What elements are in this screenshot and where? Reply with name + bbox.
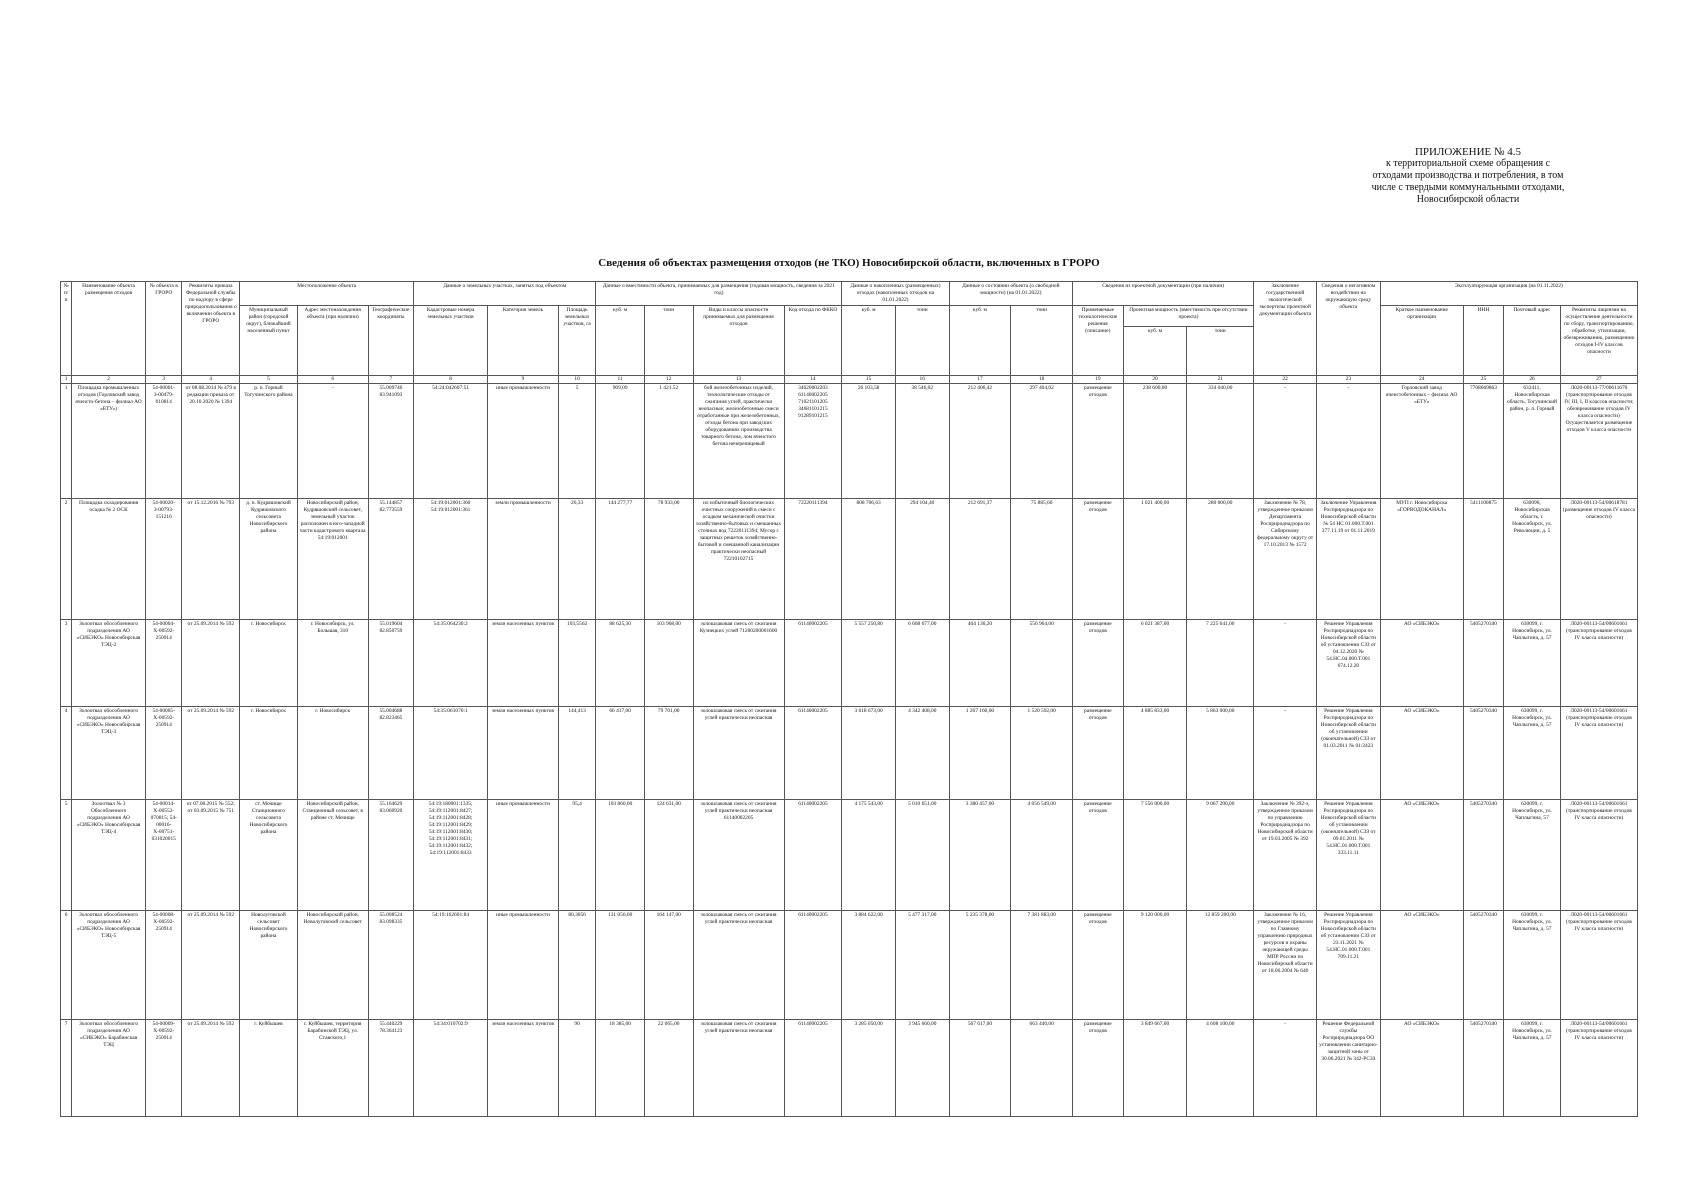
table-cell-col-16: 5 477 317,00 [895,911,949,1020]
table-cell-col-5: г. Новосибирск [240,707,298,800]
table-cell-col-8: 54:35:061070:1 [414,707,488,800]
header-row-sub [61,306,1638,327]
appendix-note [1318,146,1618,206]
table-cell-col-16: 38 546,02 [895,384,949,499]
table-cell-col-15: 26 103,58 [842,384,896,499]
table-cell-col-25: 5405270340 [1463,800,1503,911]
header-cell: ИНН [1463,306,1503,376]
table-cell-col-21: 9 067 200,00 [1187,800,1254,911]
table-cell-col-24: Горловский завод ячеистобетонных – филиал АО «БТУ» [1380,384,1463,499]
table-cell-col-1: 5 [61,800,72,911]
table-cell-col-1: 3 [61,620,72,707]
table-cell-col-21: 280 000,00 [1187,499,1254,620]
table-cell-col-21: 334 040,00 [1187,384,1254,499]
appendix-line: отходами производства и потребления, в том [1372,170,1564,181]
table-cell-col-18: 297 404,02 [1011,384,1073,499]
table-cell-col-24: АО «СИБЭКО» [1380,911,1463,1020]
header-cell: Данные о накопленных (размещенных) отходах (накопленных отходов на 01.01.2022) [842,282,949,306]
table-cell-col-22: - [1254,1020,1317,1117]
table-cell-col-14: 61140002205 [784,1020,842,1117]
column-number-cell: 13 [693,376,784,384]
table-cell-col-2: Площадка промышленных отходов (Горловский завод ячеисто-бетона – филиал АО «БТУ») [72,384,146,499]
table-cell-col-10: 26,33 [558,499,595,620]
header-cell: Проектная мощность (вместимость при отсутствии проекта) [1123,306,1254,327]
table-cell-col-22: Заключение № 392-э, утвержденное приказом по управлению Росприроднадзора по Новосибирской области от 19.03.2005 № 392 [1254,800,1317,911]
table-cell-col-18: 7 381 883,00 [1011,911,1073,1020]
table-cell-col-20: 3 849 667,00 [1123,1020,1187,1117]
table-cell-col-2: Золоотвал обособленного подразделения АО «СИБЭКО» Барабинская ТЭЦ [72,1020,146,1117]
table-cell-col-27: Л020-00113-54/00601661 (транспортирование отходов IV класса опасности) [1560,911,1637,1020]
table-cell-col-9: иные промышленности [488,384,559,499]
table-cell-col-11: 18 385,00 [596,1020,645,1117]
header-cell: Сведения о негативном воздействии на окружающую среду объекта [1316,282,1380,376]
header-cell: № п/п [61,282,72,376]
table-cell-col-14: 61140002205 [784,707,842,800]
table-cell-col-5: д. п. Кудряшовский Кудряшовского сельсовета Новосибирского района [240,499,298,620]
table-cell-col-26: 630096, Новосибирская область, г. Новосибирск, ул. Революции, д. 5 [1504,499,1561,620]
table-row [61,499,1638,620]
column-number-cell: 27 [1560,376,1637,384]
table-cell-col-21: 4 608 100,00 [1187,1020,1254,1117]
column-number-cell: 5 [240,376,298,384]
table-cell-col-6: г. Новосибирск [297,707,368,800]
table-cell-col-12: 124 631,00 [644,800,693,911]
table-cell-col-22: - [1254,384,1317,499]
table-cell-col-1: 2 [61,499,72,620]
table-cell-col-5: г. Куйбышев [240,1020,298,1117]
table-cell-col-12: 79 701,00 [644,707,693,800]
table-cell-col-17: 212 691,37 [949,499,1011,620]
column-number-cell: 12 [644,376,693,384]
table-cell-col-11: 103 860,00 [596,800,645,911]
header-cell: тонн [644,306,693,376]
table-cell-col-26: 630099, г. Новосибирск, ул. Чаплыгина, д. 57 [1504,911,1561,1020]
table-cell-col-6: - [297,384,368,499]
table-cell-col-21: 7 225 641,00 [1187,620,1254,707]
header-cell: Данные о вместимости объекта, принимаемых для размещения (годовая мощность, сведения за 2021 год) [596,282,842,306]
table-cell-col-18: 75 885,60 [1011,499,1073,620]
table-cell-col-21: 5 863 000,00 [1187,707,1254,800]
table-cell-col-9: земли населенных пунктов [488,707,559,800]
table-cell-col-24: АО «СИБЭКО» [1380,800,1463,911]
column-number-cell: 7 [368,376,414,384]
table-cell-col-6: Новосибирский район, Станционный сельсовет, в районе ст. Мочище [297,800,368,911]
table-row [61,911,1638,1020]
table-cell-col-8: 54:19:012001:360 54:19:012001:361 [414,499,488,620]
table-cell-col-17: 464 136,20 [949,620,1011,707]
table-cell-col-13: золошлаковая смесь от сжигания углей практически неопасная [693,707,784,800]
table-cell-col-12: 78 933,00 [644,499,693,620]
table-cell-col-15: 3 618 673,00 [842,707,896,800]
table-row [61,800,1638,911]
table-cell-col-7: 55.008524 83.098335 [368,911,414,1020]
table-cell-col-15: 5 557 250,80 [842,620,896,707]
table-cell-col-27: Л020-00113-54/00601661 (транспортирование отходов IV класса опасности) [1560,800,1637,911]
table-cell-col-14: 61140002205 [784,911,842,1020]
table-cell-col-27: Л020-00113-77/00611670 (транспортирование отходов IV, III, I, II классов опасности; обезвреживание отходов IV класса опасности) Осуществляется размещение отходов V класса опасности [1560,384,1637,499]
table-row [61,620,1638,707]
table-cell-col-11: 144 277,77 [596,499,645,620]
table-cell-col-4: от 25.09.2014 № 592 [182,1020,240,1117]
table-cell-col-3: 54-00020-З-00793-151216 [146,499,182,620]
table-cell-col-22: - [1254,707,1317,800]
table-cell-col-23: Решение Управления Росприроднадзора по Новосибирской области об установлении (окончательной) СЗЗ от 01.03.2011 № 01/2423 [1316,707,1380,800]
column-number-row [61,376,1638,384]
table-cell-col-6: Новосибирский район, Кудряшовский сельсовет, земельный участок расположен в юго-западной части кадастрового квартала 54:19:012001 [297,499,368,620]
table-cell-col-11: 88 625,30 [596,620,645,707]
table-cell-col-2: Золоотвал обособленного подразделения АО «СИБЭКО» Новосибирская ТЭЦ-5 [72,911,146,1020]
table-cell-col-16: 6 668 677,00 [895,620,949,707]
header-cell: куб. м [949,306,1011,376]
table-cell-col-20: 4 885 833,00 [1123,707,1187,800]
header-cell: куб. м [596,306,645,376]
table-cell-col-10: 103,5562 [558,620,595,707]
table-cell-col-1: 1 [61,384,72,499]
column-number-cell: 10 [558,376,595,384]
table-cell-col-14: 61140002205 [784,620,842,707]
column-number-cell: 23 [1316,376,1380,384]
table-cell-col-26: 630099, г. Новосибирск, ул. Чаплыгина, д. 57 [1504,1020,1561,1117]
table-cell-col-13: бой железобетонных изделий, технологические отходы от сжигания углей, практически неопасные; железобетонные смеси отработанные при железобетонных, отходы бетона при заводских оборудованиях производства товарного бетона, лом ячеистого бетона нечерепицевый [693,384,784,499]
header-cell: Сведения из проектной документации (при наличии) [1073,282,1254,306]
table-cell-col-12: 22 065,00 [644,1020,693,1117]
table-cell-col-23: Решение Управления Росприроднадзора по Новосибирской области об установлении СЗЗ от 23.11.2021 № 54.НС.01.000.Т.001 709.11.21 [1316,911,1380,1020]
table-cell-col-17: 5 235 378,00 [949,911,1011,1020]
column-number-cell: 19 [1073,376,1124,384]
table-cell-col-14: 34620002203 61140002205 71021101205 34681101215 91289101215 [784,384,842,499]
table-cell-col-24: АО «СИБЭКО» [1380,620,1463,707]
header-cell: куб. м [842,306,896,376]
table-cell-col-18: 4 056 549,00 [1011,800,1073,911]
table-cell-col-10: 90 [558,1020,595,1117]
table-cell-col-16: 3 945 660,00 [895,1020,949,1117]
table-cell-col-17: 3 380 457,00 [949,800,1011,911]
table-cell-col-3: 54-00005-Х-00592-250914 [146,707,182,800]
header-cell: Реквизиты лицензии на осуществление деятельности по сбору, транспортированию, обработке, утилизации, обезвреживанию, размещению отходов I-IV классов опасности [1560,306,1637,376]
table-cell-col-19: размещение отходов [1073,707,1124,800]
column-number-cell: 4 [182,376,240,384]
table-cell-col-3: 54-00009-Х-00592-250914 [146,1020,182,1117]
table-cell-col-7: 55.019604 82.850759 [368,620,414,707]
table-cell-col-9: иные промышленности [488,911,559,1020]
table-cell-col-9: иные промышленности [488,800,559,911]
table-cell-col-3: 54-00008-Х-00592-250914 [146,911,182,1020]
header-cell: Реквизиты приказа Федеральной службы по надзору в сфере природопользования о включении объекта в ГРОРО [182,282,240,376]
table-cell-col-20: 6 021 387,00 [1123,620,1187,707]
table-cell-col-7: 55.004688 82.823465 [368,707,414,800]
header-cell: Заключение государственной экологической экспертизы проектной документации объекта [1254,282,1317,376]
table-cell-col-19: размещение отходов [1073,800,1124,911]
table-cell-col-25: 5405270340 [1463,911,1503,1020]
table-cell-col-25: 5405270340 [1463,1020,1503,1117]
table-cell-col-13: ил избыточный биологических очистных сооружений в смеси с осадком механической очистки хозяйственно-бытовых и смешанных сточных вод 72220111394; Мусор с защитных решеток хозяйственно-бытовой и смешанной канализации практически неопасный 72210102715 [693,499,784,620]
table-cell-col-6: г. Новосибирск, ул. Большая, 310 [297,620,368,707]
table-cell-col-9: земли промышленности [488,499,559,620]
table-cell-col-12: 103 968,00 [644,620,693,707]
header-cell: Данные о состоянии объекта (о свободной мощности) (на 01.01.2022) [949,282,1072,306]
table-cell-col-2: Золоотвал № 3 Обособленного подразделения АО «СИБЭКО» Новосибирская ТЭЦ-4 [72,800,146,911]
table-cell-col-10: 80,3056 [558,911,595,1020]
table-cell-col-19: размещение отходов [1073,620,1124,707]
header-cell: Адрес местонахождения объекта (при наличии) [297,306,368,376]
header-cell: Почтовый адрес [1504,306,1561,376]
header-cell: Данные о земельных участках, занятых под объектом [414,282,596,306]
column-number-cell: 6 [297,376,368,384]
column-number-cell: 11 [596,376,645,384]
column-number-cell: 24 [1380,376,1463,384]
registry-table [60,281,1638,1117]
header-cell: Местоположение объекта [240,282,414,306]
column-number-cell: 14 [784,376,842,384]
table-cell-col-8: 54:35:064230:2 [414,620,488,707]
table-cell-col-2: Золоотвал обособленного подразделения АО «СИБЭКО» Новосибирская ТЭЦ-2 [72,620,146,707]
column-number-cell: 1 [61,376,72,384]
table-cell-col-15: 4 175 543,00 [842,800,896,911]
appendix-number: ПРИЛОЖЕНИЕ № 4.5 [1414,146,1522,158]
table-cell-col-15: 3 285 050,00 [842,1020,896,1117]
appendix-line: к территориальной схеме обращения с [1385,158,1551,169]
table-cell-col-6: Новосибирский район, Новолуговской сельсовет [297,911,368,1020]
table-cell-col-17: 567 617,00 [949,1020,1011,1117]
header-cell: Площадь земельных участков, га [558,306,595,376]
table-cell-col-26: 630099, г. Новосибирск, ул. Чаплыгина, д. 57 [1504,707,1561,800]
header-cell: тонн [895,306,949,376]
table-cell-col-6: г. Куйбышев, территория Барабинской ТЭЦ, ул. Ставского,1 [297,1020,368,1117]
table-cell-col-14: 72220111394 [784,499,842,620]
document-title: Сведения об объектах размещения отходов (не ТКО) Новосибирской области, включенных в ГРОРО [598,257,1100,269]
table-cell-col-25: 7708669863 [1463,384,1503,499]
table-cell-col-26: 633411, Новосибирская область, Тогучинский район, р. п. Горный [1504,384,1561,499]
table-cell-col-22: - [1254,620,1317,707]
table-cell-col-10: 5 [558,384,595,499]
table-cell-col-23: Решение Федеральной службы Росприроднадзора ОО установлении санитарно-защитной зоны от 30.06.2021 № 342-РСЗЗ [1316,1020,1380,1117]
table-cell-col-3: 54-00001-З-00479-010814 [146,384,182,499]
table-cell-col-20: 9 120 000,00 [1123,911,1187,1020]
table-cell-col-19: размещение отходов [1073,911,1124,1020]
column-number-cell: 16 [895,376,949,384]
table-cell-col-16: 4 342 408,00 [895,707,949,800]
column-number-cell: 17 [949,376,1011,384]
column-number-cell: 22 [1254,376,1317,384]
table-cell-col-11: 909,09 [596,384,645,499]
table-cell-col-13: золошлаковая смесь от сжигания Кузнецких углей 71200200001600 [693,620,784,707]
table-cell-col-21: 12 859 200,00 [1187,911,1254,1020]
table-cell-col-20: 238 600,00 [1123,384,1187,499]
table-cell-col-13: золошлаковая смесь от сжигания углей практически неопасная [693,911,784,1020]
table-cell-col-7: 55.144857 82.773559 [368,499,414,620]
table-cell-col-25: 5405270340 [1463,707,1503,800]
table-cell-col-12: 1 421,52 [644,384,693,499]
column-number-cell: 3 [146,376,182,384]
table-cell-col-12: 164 147,00 [644,911,693,1020]
table-cell-col-27: Л020-00113-54/00601661 (транспортирование отходов IV класса опасности) [1560,1020,1637,1117]
table-cell-col-19: размещение отходов [1073,1020,1124,1117]
column-number-cell: 2 [72,376,146,384]
table-cell-col-1: 7 [61,1020,72,1117]
column-number-cell: 8 [414,376,488,384]
table-cell-col-7: 55.164629 83.060920 [368,800,414,911]
table-cell-col-23: Заключение Управления Росприроднадзора по Новосибирской области № 54 НС 01.000.Т.001 377.11.19 от 01.11.2019 [1316,499,1380,620]
table-cell-col-16: 294 104,40 [895,499,949,620]
table-cell-col-5: р. п. Горный Тогучинского района [240,384,298,499]
column-number-cell: 21 [1187,376,1254,384]
table-cell-col-24: МУП г. Новосибирска «ГОРВОДОКАНАЛ» [1380,499,1463,620]
table-cell-col-10: 144,413 [558,707,595,800]
header-cell: Наименование объекта размещения отходов [72,282,146,376]
table-cell-col-8: 54:24:042607:51 [414,384,488,499]
header-cell: Категория земель [488,306,559,376]
table-cell-col-17: 212 406,42 [949,384,1011,499]
table-row [61,384,1638,499]
table-cell-col-3: 54-00014-Х-00552-070815; 54-00016-Х-00751-031020015 [146,800,182,911]
table-cell-col-4: от 25.09.2014 № 592 [182,707,240,800]
table-cell-col-23: - [1316,384,1380,499]
table-cell-col-8: 54:19:180001:1335; 54:19:112001:8427; 54:19:112001:8428; 54:19:112001:8429; 54:19:112001:8430; 54:19:112001:8431; 54:19:112001:8432; 54:19:112001:8433 [414,800,488,911]
table-cell-col-1: 4 [61,707,72,800]
table-cell-col-11: 131 056,00 [596,911,645,1020]
table-cell-col-22: Заключение № 78, утвержденное приказом Департамента Росприроднадзора по Сибирскому федеральному округу от 17.10.2013 № 1572 [1254,499,1317,620]
table-cell-col-10: 95,4 [558,800,595,911]
header-cell: Код отхода по ФККО [784,306,842,376]
table-cell-col-24: АО «СИБЭКО» [1380,1020,1463,1117]
table-cell-col-19: размещение отходов [1073,499,1124,620]
table-row [61,1020,1638,1117]
header-cell: куб. м [1123,327,1187,376]
table-cell-col-18: 1 520 592,00 [1011,707,1073,800]
table-cell-col-27: Л020-00113-54/00601661 (транспортирование отходов IV класса опасности) [1560,620,1637,707]
column-number-cell: 20 [1123,376,1187,384]
table-cell-col-9: земли населенных пунктов [488,1020,559,1117]
table-cell-col-8: 54:34:010702:9 [414,1020,488,1117]
table-cell-col-20: 7 556 000,00 [1123,800,1187,911]
table-cell-col-15: 3 884 622,00 [842,911,896,1020]
table-cell-col-14: 61140002205 [784,800,842,911]
table-cell-col-15: 808 706,63 [842,499,896,620]
table-cell-col-4: от 08.08.2014 № 479 в редакции приказа от 20.10.2020 № 1394 [182,384,240,499]
table-cell-col-17: 1 267 160,00 [949,707,1011,800]
table-cell-col-27: Л020-00113-54/00601661 (транспортирование отходов IV класса опасности) [1560,707,1637,800]
header-cell: Муниципальный район (городской округ), ближайший населенный пункт [240,306,298,376]
table-cell-col-5: г. Новосибирск [240,620,298,707]
table-cell-col-11: 66 417,00 [596,707,645,800]
table-cell-col-13: золошлаковая смесь от сжигания углей практически неопасная 61140002205 [693,800,784,911]
table-cell-col-4: от 07.08.2015 № 552; от 03.09.2015 № 751 [182,800,240,911]
table-cell-col-4: от 15.12.2016 № 793 [182,499,240,620]
header-cell: Краткое наименование организации [1380,306,1463,376]
column-number-cell: 9 [488,376,559,384]
appendix-line: числе с твердыми коммунальными отходами, [1371,182,1565,193]
table-cell-col-25: 5411100875 [1463,499,1503,620]
table-cell-col-23: Решение Управления Росприроднадзора по Новосибирской области об установлении (окончательной) СЗЗ от 09.01.2011 № 54.НС.01.000.Т.001 333.11.11 [1316,800,1380,911]
table-body [61,384,1638,1117]
header-cell: Географические координаты [368,306,414,376]
table-cell-col-18: 663 440,00 [1011,1020,1073,1117]
table-cell-col-27: Л020-00113-54/00618781 (размещение отходов IV класса опасности) [1560,499,1637,620]
table-cell-col-1: 6 [61,911,72,1020]
column-number-cell: 26 [1504,376,1561,384]
table-cell-col-23: Решение Управления Росприроднадзора по Новосибирской области об установлении СЗЗ от 04.12.2020 № 54.НС.04.000.Т.001 674.12.20 [1316,620,1380,707]
table-cell-col-13: золошлаковая смесь от сжигания углей практически неопасная [693,1020,784,1117]
table-cell-col-22: Заключение № 16, утвержденное приказом по Главному управлению природных ресурсов и охраны окружающей среды МПР России по Новосибирской области от 18.06.2004 № 640 [1254,911,1317,1020]
table-cell-col-16: 5 010 651,00 [895,800,949,911]
table-cell-col-4: от 25.09.2014 № 592 [182,620,240,707]
table-cell-col-24: АО «СИБЭКО» [1380,707,1463,800]
header-row-groups [61,282,1638,306]
column-number-cell: 15 [842,376,896,384]
table-row [61,707,1638,800]
table-cell-col-26: 630099, г. Новосибирск, ул. Чаплыгина, д. 57 [1504,620,1561,707]
table-cell-col-20: 1 021 400,00 [1123,499,1187,620]
table-cell-col-2: Золоотвал обособленного подразделения АО «СИБЭКО» Новосибирская ТЭЦ-3 [72,707,146,800]
table-cell-col-9: земли населенных пунктов [488,620,559,707]
table-cell-col-5: ст. Мочище Станционного сельсовета Новосибирского района [240,800,298,911]
header-cell: Кадастровые номера земельных участков [414,306,488,376]
table-cell-col-25: 5405270340 [1463,620,1503,707]
header-cell: Применяемые технологические решения (описание) [1073,306,1124,376]
table-cell-col-26: 630099, г. Новосибирск, ул. Чаплыгина, 57 [1504,800,1561,911]
header-cell: тонн [1187,327,1254,376]
table-cell-col-19: размещение отходов [1073,384,1124,499]
table-cell-col-5: Новолуговской сельсовет Новосибирского района [240,911,298,1020]
column-number-cell: 25 [1463,376,1503,384]
table-cell-col-18: 556 964,00 [1011,620,1073,707]
appendix-line: Новосибирской области [1416,194,1520,205]
table-cell-col-2: Площадка складирования осадка № 2 ОСК [72,499,146,620]
header-cell: тонн [1011,306,1073,376]
header-cell: Виды и классы опасности принимаемых для размещения отходов [693,306,784,376]
table-cell-col-7: 55.440229 78.364123 [368,1020,414,1117]
table-cell-col-7: 55.009746 83.941093 [368,384,414,499]
header-cell: Эксплуатирующая организация (на 01.11.2022) [1380,282,1637,306]
column-number-cell: 18 [1011,376,1073,384]
header-cell: № объекта в ГРОРО [146,282,182,376]
table-cell-col-4: от 25.09.2014 № 592 [182,911,240,1020]
table-cell-col-8: 54:19:162601:84 [414,911,488,1020]
table-cell-col-3: 54-00004-Х-00592-250914 [146,620,182,707]
